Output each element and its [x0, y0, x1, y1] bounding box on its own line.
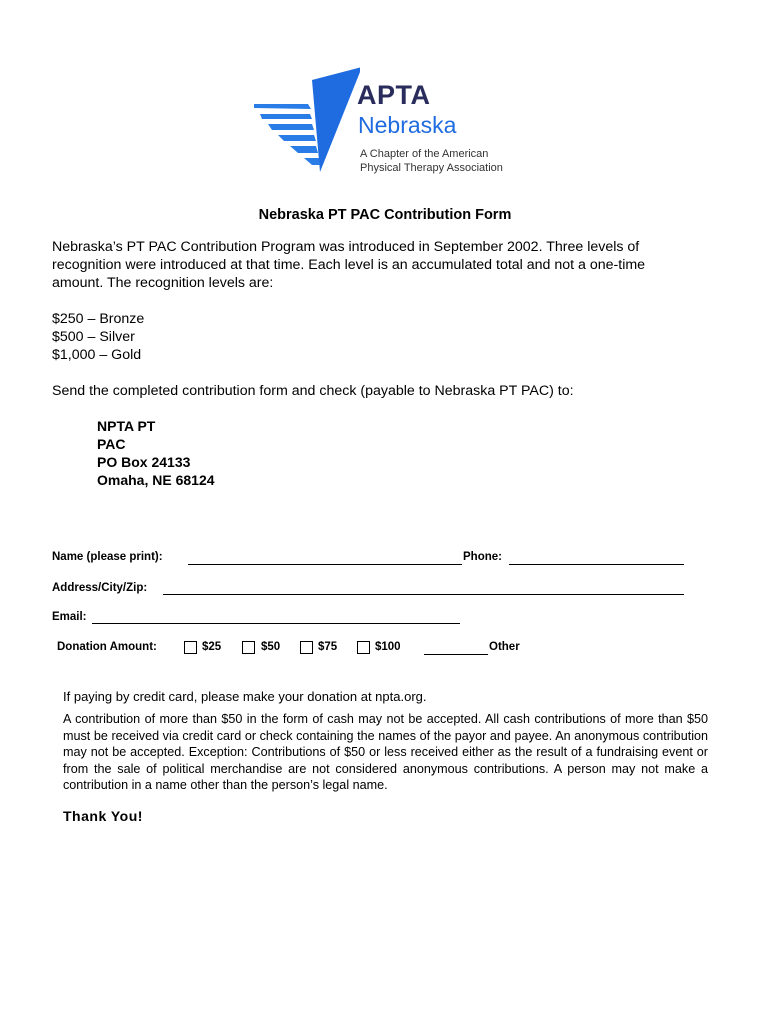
email-label: Email: — [52, 611, 87, 623]
donation-label: Donation Amount: — [57, 641, 157, 653]
level-gold: $1,000 – Gold — [52, 347, 142, 363]
checkbox-50[interactable] — [242, 641, 255, 654]
amount-25-label: $25 — [202, 641, 222, 653]
logo-stripes-icon — [250, 64, 360, 178]
name-label: Name (please print): — [52, 551, 163, 563]
checkbox-100[interactable] — [357, 641, 370, 654]
send-instructions: Send the completed contribution form and check (payable to Nebraska PT PAC) to: — [52, 383, 574, 399]
thank-you-text: Thank You! — [63, 808, 143, 824]
amount-50-label: $50 — [261, 641, 281, 653]
phone-field[interactable] — [509, 564, 684, 565]
address-label: Address/City/Zip: — [52, 582, 148, 594]
address-line-2: PAC — [97, 436, 126, 452]
amount-100-label: $100 — [375, 641, 401, 653]
address-line-3: PO Box 24133 — [97, 454, 191, 470]
other-label: Other — [489, 641, 520, 653]
form-title: Nebraska PT PAC Contribution Form — [258, 207, 512, 223]
intro-paragraph: Nebraska’s PT PAC Contribution Program was introduced in September 2002. Three levels of recognition were introduced at that time. Each level is an accumulated total and not a one-time amount. The recognition levels are: — [52, 239, 646, 291]
address-field[interactable] — [163, 594, 684, 595]
name-field[interactable] — [188, 564, 462, 565]
amount-75-label: $75 — [318, 641, 338, 653]
checkbox-75[interactable] — [300, 641, 313, 654]
logo-apta-text: APTA — [357, 80, 431, 110]
logo-nebraska-text: Nebraska — [358, 112, 457, 138]
legal-notice: A contribution of more than $50 in the form of cash may not be accepted. All cash contributions of more than $50 must be received via credit card or check containing the names of the payor and payee. An anonymous contribution may not be accepted. Exception: Contributions of $50 or less received either as the result of a fundraising event or from the sale of political merchandise are not considered anonymous contributions. A person may not make a contribution in a name other than the person’s legal name. — [63, 712, 708, 792]
checkbox-25[interactable] — [184, 641, 197, 654]
logo-tagline-line-2: Physical Therapy Association — [360, 161, 503, 174]
logo-tagline — [360, 148, 560, 175]
credit-card-note: If paying by credit card, please make your donation at npta.org. — [63, 689, 427, 704]
logo-tagline-line-1: A Chapter of the American — [360, 148, 489, 160]
other-amount-field[interactable] — [424, 654, 488, 655]
level-silver: $500 – Silver — [52, 329, 135, 345]
level-bronze: $250 – Bronze — [52, 311, 145, 327]
email-field[interactable] — [92, 623, 460, 624]
phone-label: Phone: — [463, 551, 502, 563]
address-line-4: Omaha, NE 68124 — [97, 472, 215, 488]
address-line-1: NPTA PT — [97, 418, 156, 434]
